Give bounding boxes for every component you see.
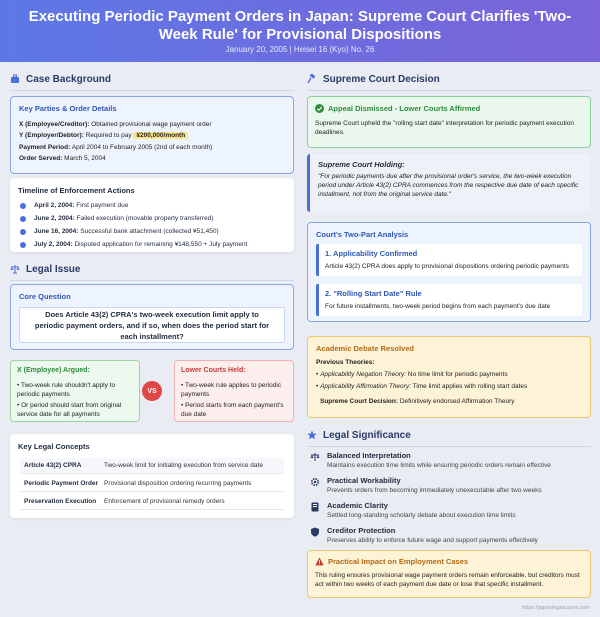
employee-argument-title: X (Employee) Argued: — [17, 367, 90, 374]
core-question-title: Core Question — [19, 292, 71, 301]
holding-quote-box — [307, 154, 591, 212]
analysis-part-text: Article 43(2) CPRA does apply to provisional dispositions ordering periodic payments — [325, 263, 569, 270]
warning-icon — [315, 557, 324, 566]
briefcase-icon — [10, 74, 20, 84]
balance-icon — [310, 452, 320, 462]
gear-icon — [310, 477, 320, 487]
employee-argument-card — [10, 360, 140, 422]
lower-court-holding: • Period starts from each payment's due date — [181, 402, 284, 418]
section-title: Legal Issue — [26, 263, 81, 275]
appeal-dismissed-title: Appeal Dismissed - Lower Courts Affirmed — [328, 104, 481, 113]
significance-item: Practical Workability Prevents orders from becoming immediately unexecutable after two weeks — [307, 476, 591, 498]
divider — [10, 280, 294, 281]
academic-debate-title: Academic Debate Resolved — [316, 344, 414, 353]
versus-badge: VS — [142, 381, 162, 401]
timeline-item: June 2, 2004: Failed execution (movable property transferred) — [20, 215, 214, 222]
case-date-number: January 20, 2005 | Heisei 16 (Kyo) No. 26 — [225, 45, 375, 54]
holding-title: Supreme Court Holding: — [318, 160, 405, 169]
payment-period-line: Payment Period: April 2004 to February 2005 (2nd of each month) — [19, 144, 213, 151]
page-header — [0, 0, 600, 62]
theory-item: • Applicability Negation Theory: No time limit for periodic payments — [316, 371, 508, 378]
analysis-part-2 — [316, 284, 582, 316]
key-parties-title: Key Parties & Order Details — [19, 104, 117, 113]
timeline-card — [10, 178, 294, 252]
book-icon — [310, 502, 320, 512]
party-x-line: X (Employee/Creditor): Obtained provisional wage payment order — [19, 121, 212, 128]
question-box — [19, 307, 285, 343]
section-title: Case Background — [26, 73, 112, 85]
theory-item: • Applicability Affirmation Theory: Time limit applies with rolling start dates — [316, 383, 528, 390]
analysis-part-1 — [316, 244, 582, 276]
section-title: Supreme Court Decision — [323, 73, 440, 85]
timeline-dot — [20, 242, 26, 248]
timeline-item: July 2, 2004: Disputed application for remaining ¥148,550 + July payment — [20, 241, 247, 248]
practical-impact-card — [307, 550, 591, 598]
page-title: Executing Periodic Payment Orders in Japan: Supreme Court Clarifies 'Two-Week Rule' for Provisional Dispositions — [28, 8, 572, 43]
core-question-text: Does Article 43(2) CPRA's two-week execution limit apply to periodic payment orders, and if so, when does the period start for each installment? — [34, 309, 270, 341]
payment-amount-badge: ¥200,000/month — [133, 132, 188, 139]
two-part-analysis-card — [307, 222, 591, 322]
star-icon — [307, 430, 317, 440]
significance-item: Balanced Interpretation Maintains execution time limits while ensuring periodic orders remain effective — [307, 451, 591, 473]
analysis-part-text: For future installments, two-week period begins from each payment's due date — [325, 303, 551, 310]
appeal-dismissed-text: Supreme Court upheld the "rolling start date" interpretation for periodic payment execution deadlines. — [315, 120, 574, 136]
table-row: Periodic Payment Order Provisional disposition ordering recurring payments — [20, 476, 284, 492]
practical-impact-text: This ruling ensures provisional wage payment orders remain enforceable, but creditors must act within two weeks of each payment due date or lose that specific installment. — [315, 572, 580, 588]
scale-icon — [10, 264, 20, 274]
timeline-item: June 16, 2004: Successful bank attachment (collected ¥51,450) — [20, 228, 219, 235]
holding-text: "For periodic payments due after the provisional order's service, the two-week execution period under Article 43(2) CPRA commences from the respective due date of each specific installment, not from the original service date." — [318, 173, 579, 198]
lower-courts-card — [174, 360, 294, 422]
table-row: Preservation Execution Enforcement of provisional remedy orders — [20, 494, 284, 510]
key-concepts-card — [10, 434, 294, 518]
practical-impact-title: Practical Impact on Employment Cases — [328, 557, 469, 566]
supreme-court-decision-line: Supreme Court Decision: Definitively endorsed Affirmation Theory — [320, 398, 515, 405]
lower-court-holding: • Two-week rule applies to periodic payments — [181, 382, 282, 398]
analysis-part-title: 2. "Rolling Start Date" Rule — [325, 289, 422, 298]
timeline-item: April 2, 2004: First payment due — [20, 202, 128, 209]
table-row: Article 43(2) CPRA Two-week limit for initiating execution from service date — [20, 458, 284, 474]
party-y-line: Y (Employer/Debtor): Required to pay ¥200,000/month — [19, 131, 289, 140]
core-question-card — [10, 284, 294, 350]
section-case-background — [10, 72, 294, 91]
section-supreme-court-decision — [307, 72, 591, 91]
employee-argument: • Or period should start from original service date for all payments — [17, 402, 122, 418]
section-title: Legal Significance — [323, 429, 411, 441]
gavel-icon — [307, 74, 317, 84]
order-served-line: Order Served: March 5, 2004 — [19, 155, 106, 162]
academic-debate-card — [307, 336, 591, 418]
significance-item: Academic Clarity Settled long-standing scholarly debate about execution time limits — [307, 501, 591, 523]
timeline-dot — [20, 203, 26, 209]
section-legal-issue — [10, 262, 294, 281]
key-parties-card — [10, 96, 294, 174]
timeline-dot — [20, 229, 26, 235]
lower-courts-title: Lower Courts Held: — [181, 367, 246, 374]
analysis-part-title: 1. Applicability Confirmed — [325, 249, 418, 258]
timeline-dot — [20, 216, 26, 222]
appeal-dismissed-card — [307, 96, 591, 148]
analysis-title: Court's Two-Part Analysis — [316, 230, 409, 239]
employee-argument: • Two-week rule shouldn't apply to periodic payments — [17, 382, 116, 398]
footer-url: https://japanlegalcases.com — [522, 605, 590, 611]
divider — [10, 90, 294, 91]
timeline-title: Timeline of Enforcement Actions — [18, 186, 135, 195]
key-concepts-title: Key Legal Concepts — [18, 442, 90, 451]
check-circle-icon — [315, 104, 324, 113]
divider — [307, 446, 591, 447]
divider — [307, 90, 591, 91]
previous-theories-label: Previous Theories: — [316, 359, 375, 366]
shield-icon — [310, 527, 320, 537]
significance-item: Creditor Protection Preserves ability to enforce future wage and support payments effectively — [307, 526, 591, 548]
section-legal-significance — [307, 428, 591, 447]
